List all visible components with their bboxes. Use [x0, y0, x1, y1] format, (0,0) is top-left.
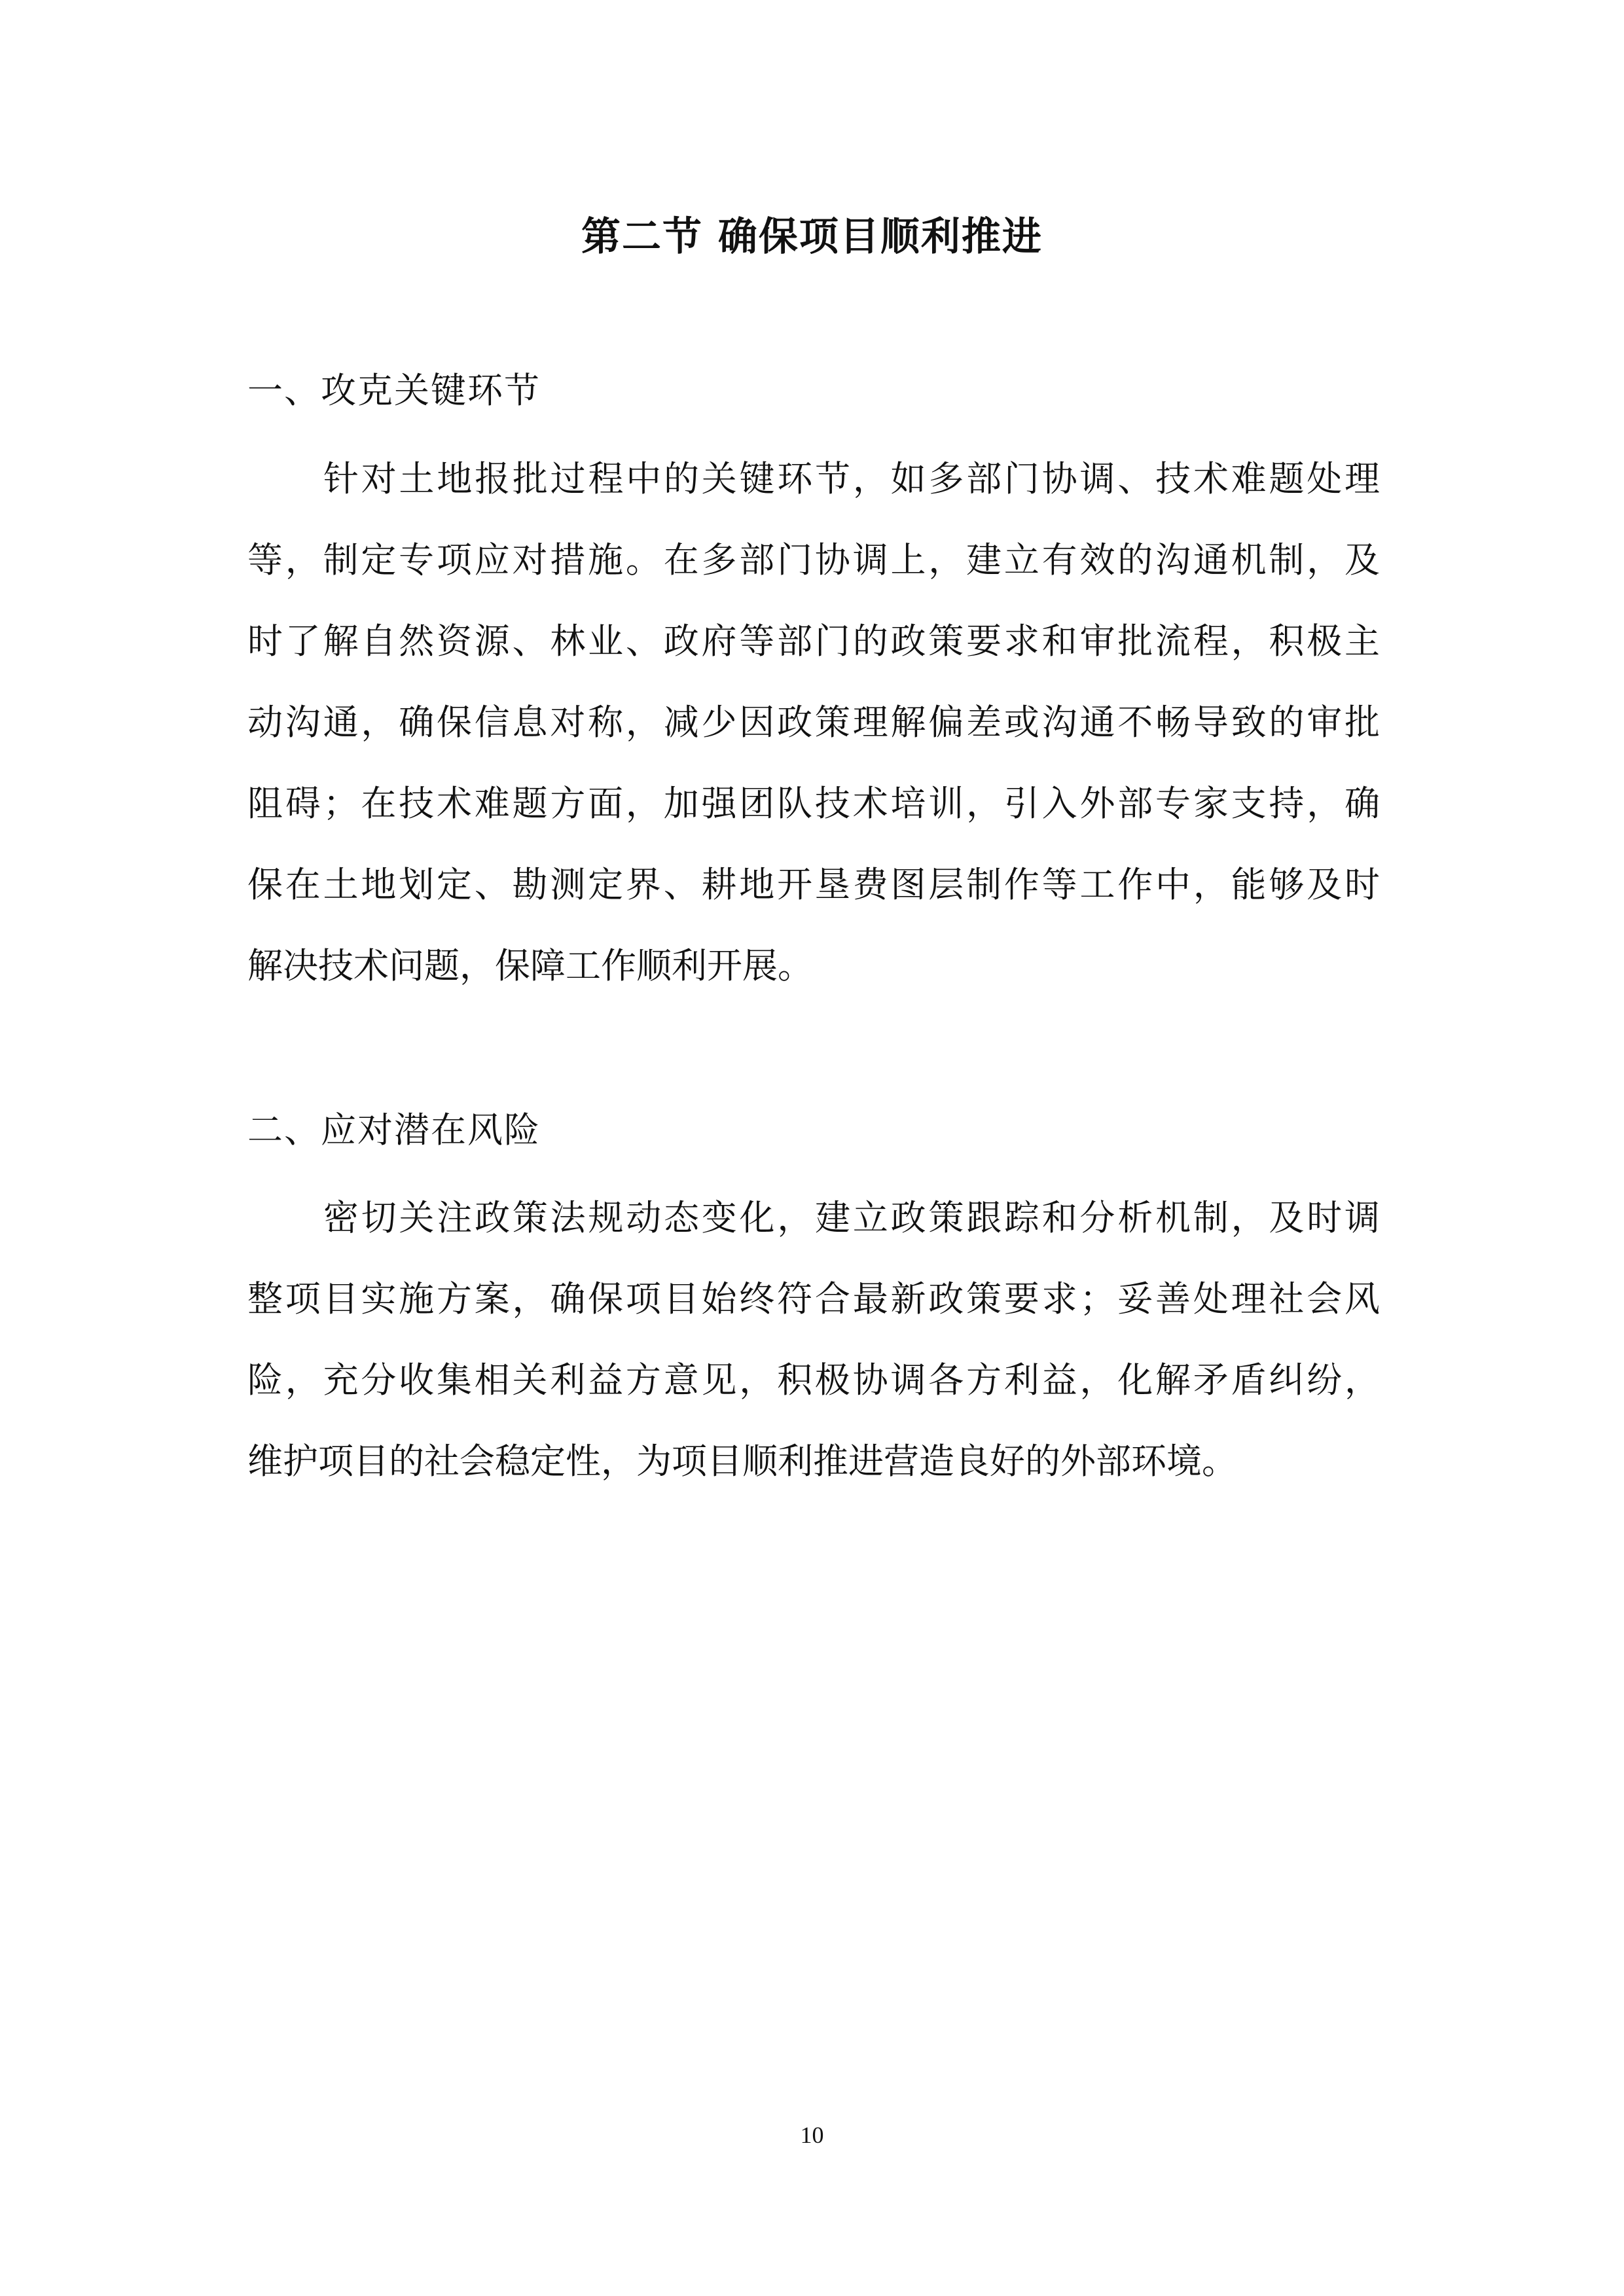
paragraph-line: 时了解自然资源、林业、政府等部门的政策要求和审批流程，积极主	[247, 620, 1380, 662]
paragraph-line: 整项目实施方案，确保项目始终符合最新政策要求；妥善处理社会风	[247, 1278, 1380, 1319]
paragraph-line: 等，制定专项应对措施。在多部门协调上，建立有效的沟通机制，及	[247, 539, 1380, 581]
paragraph-line: 动沟通，确保信息对称，减少因政策理解偏差或沟通不畅导致的审批	[247, 702, 1380, 743]
paragraph-2	[247, 1177, 1380, 1502]
page-number: 10	[800, 2122, 824, 2148]
paragraph-line: 解决技术问题，保障工作顺利开展。	[247, 945, 813, 986]
paragraph-line: 阻碍；在技术难题方面，加强团队技术培训，引入外部专家支持，确	[247, 783, 1380, 824]
paragraph-1	[247, 439, 1380, 1007]
paragraph-line: 保在土地划定、勘测定界、耕地开垦费图层制作等工作中，能够及时	[247, 864, 1380, 905]
paragraph-line: 维护项目的社会稳定性，为项目顺利推进营造良好的外部环境。	[247, 1441, 1237, 1482]
subsection-heading-1: 一、攻克关键环节	[247, 370, 541, 411]
paragraph-line: 险，充分收集相关利益方意见，积极协调各方利益，化解矛盾纠纷，	[247, 1359, 1380, 1401]
paragraph-line: 密切关注政策法规动态变化，建立政策跟踪和分析机制，及时调	[323, 1197, 1380, 1238]
paragraph-line: 针对土地报批过程中的关键环节，如多部门协调、技术难题处理	[323, 458, 1380, 499]
section-title: 第二节 确保项目顺利推进	[581, 214, 1043, 260]
subsection-heading-2: 二、应对潜在风险	[247, 1109, 541, 1151]
